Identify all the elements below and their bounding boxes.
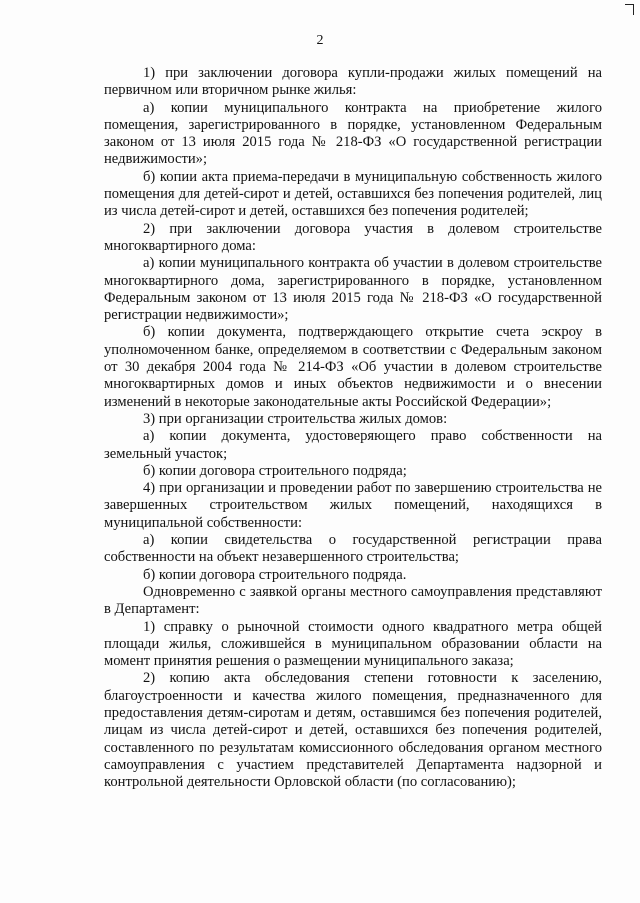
corner-mark bbox=[625, 4, 634, 15]
paragraph: б) копии документа, подтверждающего открытие счета эскроу в уполномоченном банке, определяемом в соответствии с Федеральным законом от 30 декабря 2004 года № 214-ФЗ «Об участии в долевом строительстве многоквартирных домов и иных объектов недвижимости и о внесении изменений в некоторые законодательные акты Российской Федерации»; bbox=[104, 324, 602, 410]
paragraph: б) копии договора строительного подряда; bbox=[143, 462, 407, 479]
paragraph: а) копии муниципального контракта об участии в долевом строительстве многоквартирного дома, зарегистрированного в порядке, установленном Федеральным законом от 13 июля 2015 года № 218-ФЗ «О государственной регистрации недвижимости»; bbox=[104, 255, 602, 324]
paragraph: б) копии акта приема-передачи в муниципальную собственность жилого помещения для детей-сирот и детей, оставшихся без попечения родителей, лиц из числа детей-сирот и детей, оставшихся без попечения родителей; bbox=[104, 168, 602, 220]
paragraph: а) копии муниципального контракта на приобретение жилого помещения, зарегистрированного в порядке, установленном Федеральным законом от 13 июля 2015 года № 218-ФЗ «О государственной регистрации недвижимости»; bbox=[104, 99, 602, 168]
paragraph: 3) при организации строительства жилых домов: bbox=[143, 410, 448, 427]
paragraph: 2) копию акта обследования степени готовности к заселению, благоустроенности и качества жилого помещения, предназначенного для предоставления детям-сиротам и детям, оставшимся без попечения родителей, лицам из числа детей-сирот и детей, оставшихся без попечения родителей, составленного по результатам комиссионного обследования органом местного самоуправления с участием представителей Департамента надзорной и контрольной деятельности Орловской области (по согласованию); bbox=[104, 670, 602, 791]
page-number: 2 bbox=[316, 33, 324, 48]
paragraph: 1) справку о рыночной стоимости одного квадратного метра общей площади жилья, сложившейся в муниципальном образовании области на момент принятия решения о размещении муниципального заказа; bbox=[104, 618, 602, 670]
paragraph: 2) при заключении договора участия в долевом строительстве многоквартирного дома: bbox=[104, 220, 602, 254]
paragraph: а) копии свидетельства о государственной регистрации права собственности на объект незавершенного строительства; bbox=[104, 532, 602, 566]
paragraph: 1) при заключении договора купли-продажи жилых помещений на первичном или вторичном рынке жилья: bbox=[104, 65, 602, 99]
paragraph: Одновременно с заявкой органы местного самоуправления представляют в Департамент: bbox=[104, 583, 602, 618]
paragraph: 4) при организации и проведении работ по завершению строительства не завершенных строительством жилых помещений, находящихся в муниципальной собственности: bbox=[104, 480, 602, 531]
paragraph: а) копии документа, удостоверяющего право собственности на земельный участок; bbox=[104, 428, 602, 462]
document-body bbox=[104, 65, 602, 791]
paragraph: б) копии договора строительного подряда. bbox=[143, 566, 407, 583]
